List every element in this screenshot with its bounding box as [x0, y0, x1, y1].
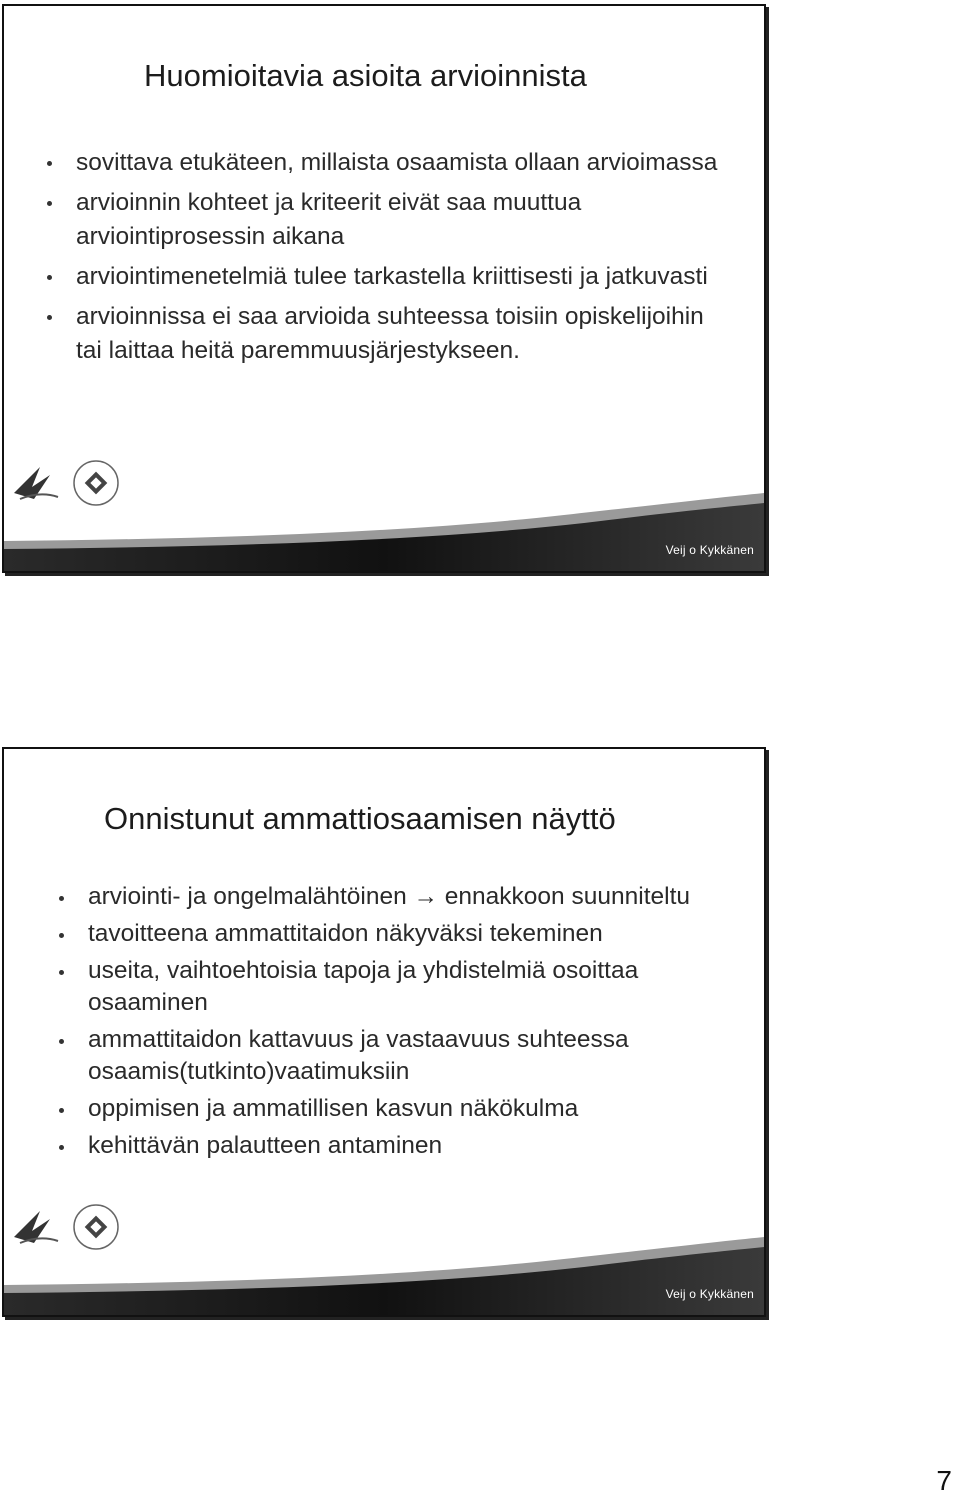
bullet-item: oppimisen ja ammatillisen kasvun näkökulma: [88, 1093, 748, 1125]
bullet-list: [88, 881, 748, 1167]
footer-author: Veij o Kykkänen: [665, 543, 754, 557]
slide-1: [2, 4, 766, 573]
slide-2: [2, 747, 766, 1317]
slide-title: Onnistunut ammattiosaamisen näyttö: [104, 801, 616, 836]
footer-author: Veij o Kykkänen: [665, 1287, 754, 1301]
bullet-list: [76, 146, 736, 374]
bullet-item: arviointimenetelmiä tulee tarkastella kriittisesti ja jatkuvasti: [76, 260, 736, 294]
bullet-item: kehittävän palautteen antaminen: [88, 1130, 748, 1162]
bullet-item: useita, vaihtoehtoisia tapoja ja yhdistelmiä osoittaa osaaminen: [88, 955, 748, 1019]
footer-band: [4, 1237, 764, 1315]
bullet-item: sovittava etukäteen, millaista osaamista ollaan arvioimassa: [76, 146, 736, 180]
slide-title: Huomioitavia asioita arvioinnista: [144, 58, 587, 93]
bullet-item: ammattitaidon kattavuus ja vastaavuus suhteessa osaamis(tutkinto)vaatimuksiin: [88, 1024, 748, 1088]
bullet-item: tavoitteena ammattitaidon näkyväksi tekeminen: [88, 918, 748, 950]
bullet-item: arvioinnissa ei saa arvioida suhteessa toisiin opiskelijoihin tai laittaa heitä paremmuusjärjestykseen.: [76, 300, 736, 368]
footer-wave: [4, 1237, 764, 1315]
footer-wave: [4, 493, 764, 571]
bullet-item: arvioinnin kohteet ja kriteerit eivät saa muuttua arviointiprosessin aikana: [76, 186, 736, 254]
page-number: 7: [936, 1465, 952, 1496]
footer-band: [4, 493, 764, 571]
bullet-item: arviointi- ja ongelmalähtöinen → ennakkoon suunniteltu: [88, 881, 748, 913]
